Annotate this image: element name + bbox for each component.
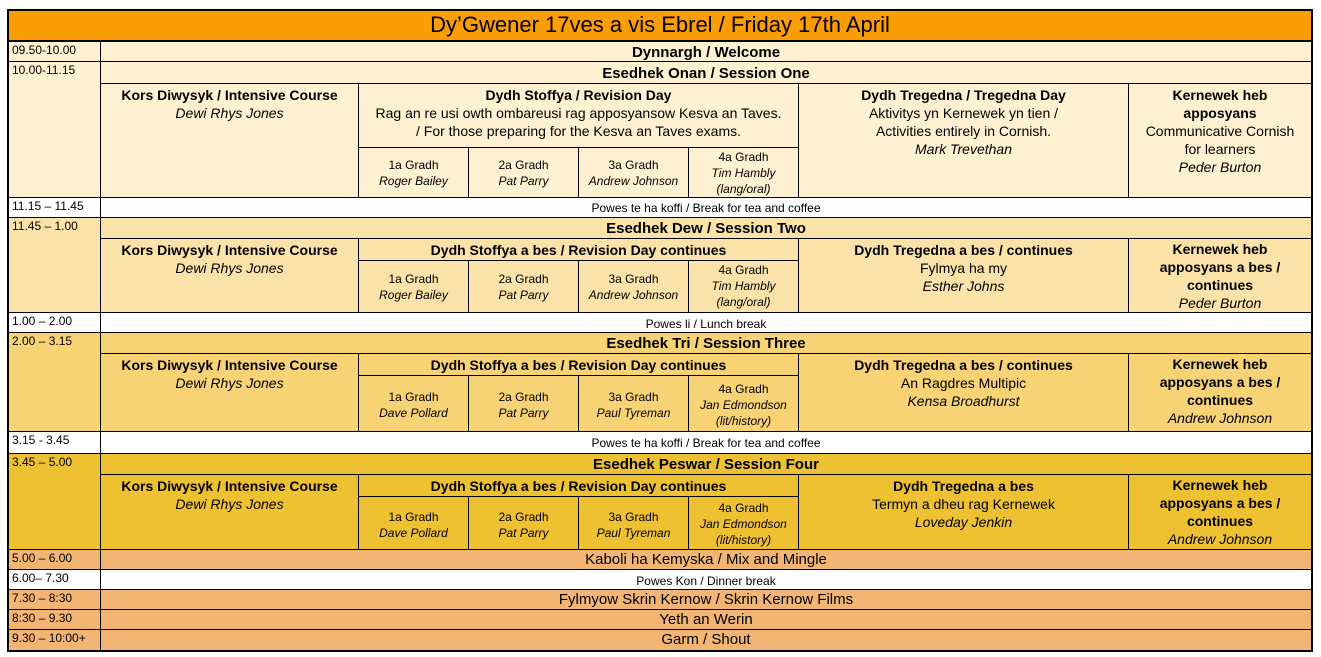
intensive-course-cell bbox=[101, 475, 359, 550]
grade-label: 4a Gradh bbox=[718, 501, 769, 515]
intensive-course-cell bbox=[101, 84, 359, 198]
grade-note: (lang/oral) bbox=[716, 295, 771, 309]
time-slot: 3.45 – 5.00 bbox=[9, 454, 101, 550]
intensive-course-tutor: Dewi Rhys Jones bbox=[175, 375, 284, 391]
session-three-header: Esedhek Tri / Session Three bbox=[101, 333, 1311, 354]
shout-row: Garm / Shout bbox=[101, 630, 1311, 650]
schedule-table bbox=[7, 9, 1313, 652]
tea-break-row: Powes te ha koffi / Break for tea and coffee bbox=[101, 432, 1311, 454]
grade-cell bbox=[689, 261, 799, 313]
intensive-course-tutor: Dewi Rhys Jones bbox=[175, 496, 284, 512]
communicative-cornish-title: Kernewek heb bbox=[1172, 87, 1268, 103]
communicative-cornish-title: Kernewek heb bbox=[1172, 356, 1268, 372]
grade-label: 2a Gradh bbox=[498, 390, 549, 404]
grade-tutor: Paul Tyreman bbox=[596, 406, 671, 420]
tregedna-day-title: Dydh Tregedna a bes bbox=[893, 478, 1034, 494]
films-row: Fylmyow Skrin Kernow / Skrin Kernow Films bbox=[101, 590, 1311, 610]
grade-cell bbox=[579, 261, 689, 313]
grade-cell bbox=[359, 148, 469, 198]
tregedna-day-tutor: Kensa Broadhurst bbox=[907, 393, 1020, 409]
tregedna-day-desc: An Ragdres Multipic bbox=[900, 375, 1027, 391]
time-slot: 3.15 - 3.45 bbox=[9, 432, 101, 454]
time-slot: 1.00 – 2.00 bbox=[9, 313, 101, 333]
mix-and-mingle-row: Kaboli ha Kemyska / Mix and Mingle bbox=[101, 550, 1311, 570]
tregedna-day-desc: Aktivitys yn Kernewek yn tien / bbox=[868, 105, 1059, 121]
grade-tutor: Andrew Johnson bbox=[588, 174, 679, 188]
time-slot: 11.15 – 11.45 bbox=[9, 198, 101, 218]
grade-label: 1a Gradh bbox=[388, 272, 439, 286]
grade-cell bbox=[689, 148, 799, 198]
grade-cell bbox=[579, 497, 689, 550]
tregedna-day-desc: Fylmya ha my bbox=[919, 260, 1008, 276]
communicative-cornish-cell bbox=[1129, 354, 1311, 432]
communicative-cornish-tutor: Peder Burton bbox=[1178, 295, 1262, 311]
tregedna-day-desc: Activities entirely in Cornish. bbox=[875, 123, 1052, 139]
grade-cell bbox=[689, 497, 799, 550]
revision-day-cell bbox=[359, 84, 799, 148]
grade-note: (lit/history) bbox=[715, 533, 772, 547]
grade-label: 1a Gradh bbox=[388, 158, 439, 172]
time-slot: 11.45 – 1.00 bbox=[9, 218, 101, 313]
communicative-cornish-title: apposyans a bes / bbox=[1159, 259, 1281, 275]
tregedna-day-title: Dydh Tregedna / Tregedna Day bbox=[861, 87, 1066, 103]
grade-cell bbox=[359, 497, 469, 550]
grade-tutor: Roger Bailey bbox=[379, 174, 448, 188]
communicative-cornish-title: apposyans a bes / bbox=[1159, 495, 1281, 511]
time-slot: 8:30 – 9.30 bbox=[9, 610, 101, 630]
tregedna-day-title: Dydh Tregedna a bes / continues bbox=[854, 242, 1073, 258]
tea-break-row: Powes te ha koffi / Break for tea and coffee bbox=[101, 198, 1311, 218]
revision-day-desc: Rag an re usi owth ombareusi rag apposyansow Kesva an Taves. bbox=[375, 105, 782, 121]
intensive-course-title: Kors Diwysyk / Intensive Course bbox=[121, 242, 338, 258]
tregedna-day-tutor: Loveday Jenkin bbox=[914, 514, 1013, 530]
grade-cell bbox=[359, 376, 469, 432]
welcome-row: Dynnargh / Welcome bbox=[101, 42, 1311, 62]
intensive-course-title: Kors Diwysyk / Intensive Course bbox=[121, 478, 338, 494]
grade-label: 4a Gradh bbox=[718, 150, 769, 164]
grade-cell bbox=[579, 376, 689, 432]
communicative-cornish-tutor: Andrew Johnson bbox=[1167, 531, 1273, 547]
session-one-header: Esedhek Onan / Session One bbox=[101, 62, 1311, 84]
grade-label: 1a Gradh bbox=[388, 390, 439, 404]
revision-day-title: Dydh Stoffya a bes / Revision Day continues bbox=[359, 239, 799, 261]
grade-cell bbox=[469, 376, 579, 432]
grade-tutor: Andrew Johnson bbox=[588, 288, 679, 302]
grade-tutor: Roger Bailey bbox=[379, 288, 448, 302]
revision-day-desc: / For those preparing for the Kesva an Taves exams. bbox=[415, 123, 742, 139]
time-slot: 09.50-10.00 bbox=[9, 42, 101, 62]
intensive-course-cell bbox=[101, 354, 359, 432]
communicative-cornish-cell bbox=[1129, 239, 1311, 313]
communicative-cornish-title: continues bbox=[1186, 513, 1254, 529]
grade-cell bbox=[359, 261, 469, 313]
grade-tutor: Pat Parry bbox=[498, 526, 549, 540]
communicative-cornish-cell bbox=[1129, 84, 1311, 198]
grade-label: 3a Gradh bbox=[608, 510, 659, 524]
intensive-course-tutor: Dewi Rhys Jones bbox=[175, 105, 284, 121]
revision-day-title: Dydh Stoffya a bes / Revision Day continues bbox=[359, 354, 799, 376]
communicative-cornish-title: apposyans bbox=[1183, 105, 1257, 121]
tregedna-day-cell bbox=[799, 354, 1129, 432]
tregedna-day-title: Dydh Tregedna a bes / continues bbox=[854, 357, 1073, 373]
folk-row: Yeth an Werin bbox=[101, 610, 1311, 630]
communicative-cornish-tutor: Andrew Johnson bbox=[1167, 410, 1273, 426]
communicative-cornish-title: apposyans a bes / bbox=[1159, 374, 1281, 390]
grade-label: 3a Gradh bbox=[608, 272, 659, 286]
grade-tutor: Pat Parry bbox=[498, 288, 549, 302]
grade-tutor: Tim Hambly bbox=[711, 166, 776, 180]
revision-day-title: Dydh Stoffya a bes / Revision Day continues bbox=[359, 475, 799, 497]
intensive-course-tutor: Dewi Rhys Jones bbox=[175, 260, 284, 276]
grade-cell bbox=[469, 261, 579, 313]
tregedna-day-cell bbox=[799, 475, 1129, 550]
time-slot: 6.00– 7.30 bbox=[9, 570, 101, 590]
communicative-cornish-desc: Communicative Cornish bbox=[1145, 123, 1295, 139]
revision-day-title: Dydh Stoffya / Revision Day bbox=[485, 87, 672, 103]
time-slot: 2.00 – 3.15 bbox=[9, 333, 101, 432]
grade-tutor: Dave Pollard bbox=[379, 526, 448, 540]
communicative-cornish-cell bbox=[1129, 475, 1311, 550]
communicative-cornish-desc: for learners bbox=[1184, 141, 1256, 157]
grade-note: (lit/history) bbox=[715, 414, 772, 428]
tregedna-day-cell bbox=[799, 239, 1129, 313]
grade-tutor: Pat Parry bbox=[498, 174, 549, 188]
grade-note: (lang/oral) bbox=[716, 182, 771, 196]
session-two-header: Esedhek Dew / Session Two bbox=[101, 218, 1311, 239]
session-four-header: Esedhek Peswar / Session Four bbox=[101, 454, 1311, 475]
tregedna-day-desc: Termyn a dheu rag Kernewek bbox=[872, 496, 1055, 512]
time-slot: 9.30 – 10:00+ bbox=[9, 630, 101, 650]
time-slot: 7.30 – 8:30 bbox=[9, 590, 101, 610]
grade-label: 4a Gradh bbox=[718, 263, 769, 277]
communicative-cornish-title: Kernewek heb bbox=[1172, 241, 1268, 257]
communicative-cornish-tutor: Peder Burton bbox=[1178, 159, 1262, 175]
tregedna-day-tutor: Mark Trevethan bbox=[915, 141, 1012, 157]
grade-label: 2a Gradh bbox=[498, 510, 549, 524]
time-slot: 10.00-11.15 bbox=[9, 62, 101, 198]
page-title: Dy’Gwener 17ves a vis Ebrel / Friday 17th April bbox=[9, 11, 1311, 42]
tregedna-day-tutor: Esther Johns bbox=[922, 278, 1005, 294]
grade-label: 3a Gradh bbox=[608, 158, 659, 172]
grade-cell bbox=[579, 148, 689, 198]
intensive-course-title: Kors Diwysyk / Intensive Course bbox=[121, 357, 338, 373]
intensive-course-cell bbox=[101, 239, 359, 313]
grade-tutor: Paul Tyreman bbox=[596, 526, 671, 540]
dinner-break-row: Powes Kon / Dinner break bbox=[101, 570, 1311, 590]
grade-tutor: Pat Parry bbox=[498, 406, 549, 420]
grade-label: 2a Gradh bbox=[498, 272, 549, 286]
communicative-cornish-title: continues bbox=[1186, 392, 1254, 408]
grade-tutor: Dave Pollard bbox=[379, 406, 448, 420]
time-slot: 5.00 – 6.00 bbox=[9, 550, 101, 570]
grade-label: 1a Gradh bbox=[388, 510, 439, 524]
communicative-cornish-title: Kernewek heb bbox=[1172, 477, 1268, 493]
grade-cell bbox=[469, 148, 579, 198]
grade-label: 4a Gradh bbox=[718, 382, 769, 396]
lunch-break-row: Powes li / Lunch break bbox=[101, 313, 1311, 333]
grade-label: 3a Gradh bbox=[608, 390, 659, 404]
grade-tutor: Jan Edmondson bbox=[700, 517, 787, 531]
communicative-cornish-title: continues bbox=[1186, 277, 1254, 293]
grade-tutor: Tim Hambly bbox=[711, 279, 776, 293]
grade-cell bbox=[469, 497, 579, 550]
tregedna-day-cell bbox=[799, 84, 1129, 198]
grade-cell bbox=[689, 376, 799, 432]
intensive-course-title: Kors Diwysyk / Intensive Course bbox=[121, 87, 338, 103]
grade-tutor: Jan Edmondson bbox=[700, 398, 787, 412]
grade-label: 2a Gradh bbox=[498, 158, 549, 172]
